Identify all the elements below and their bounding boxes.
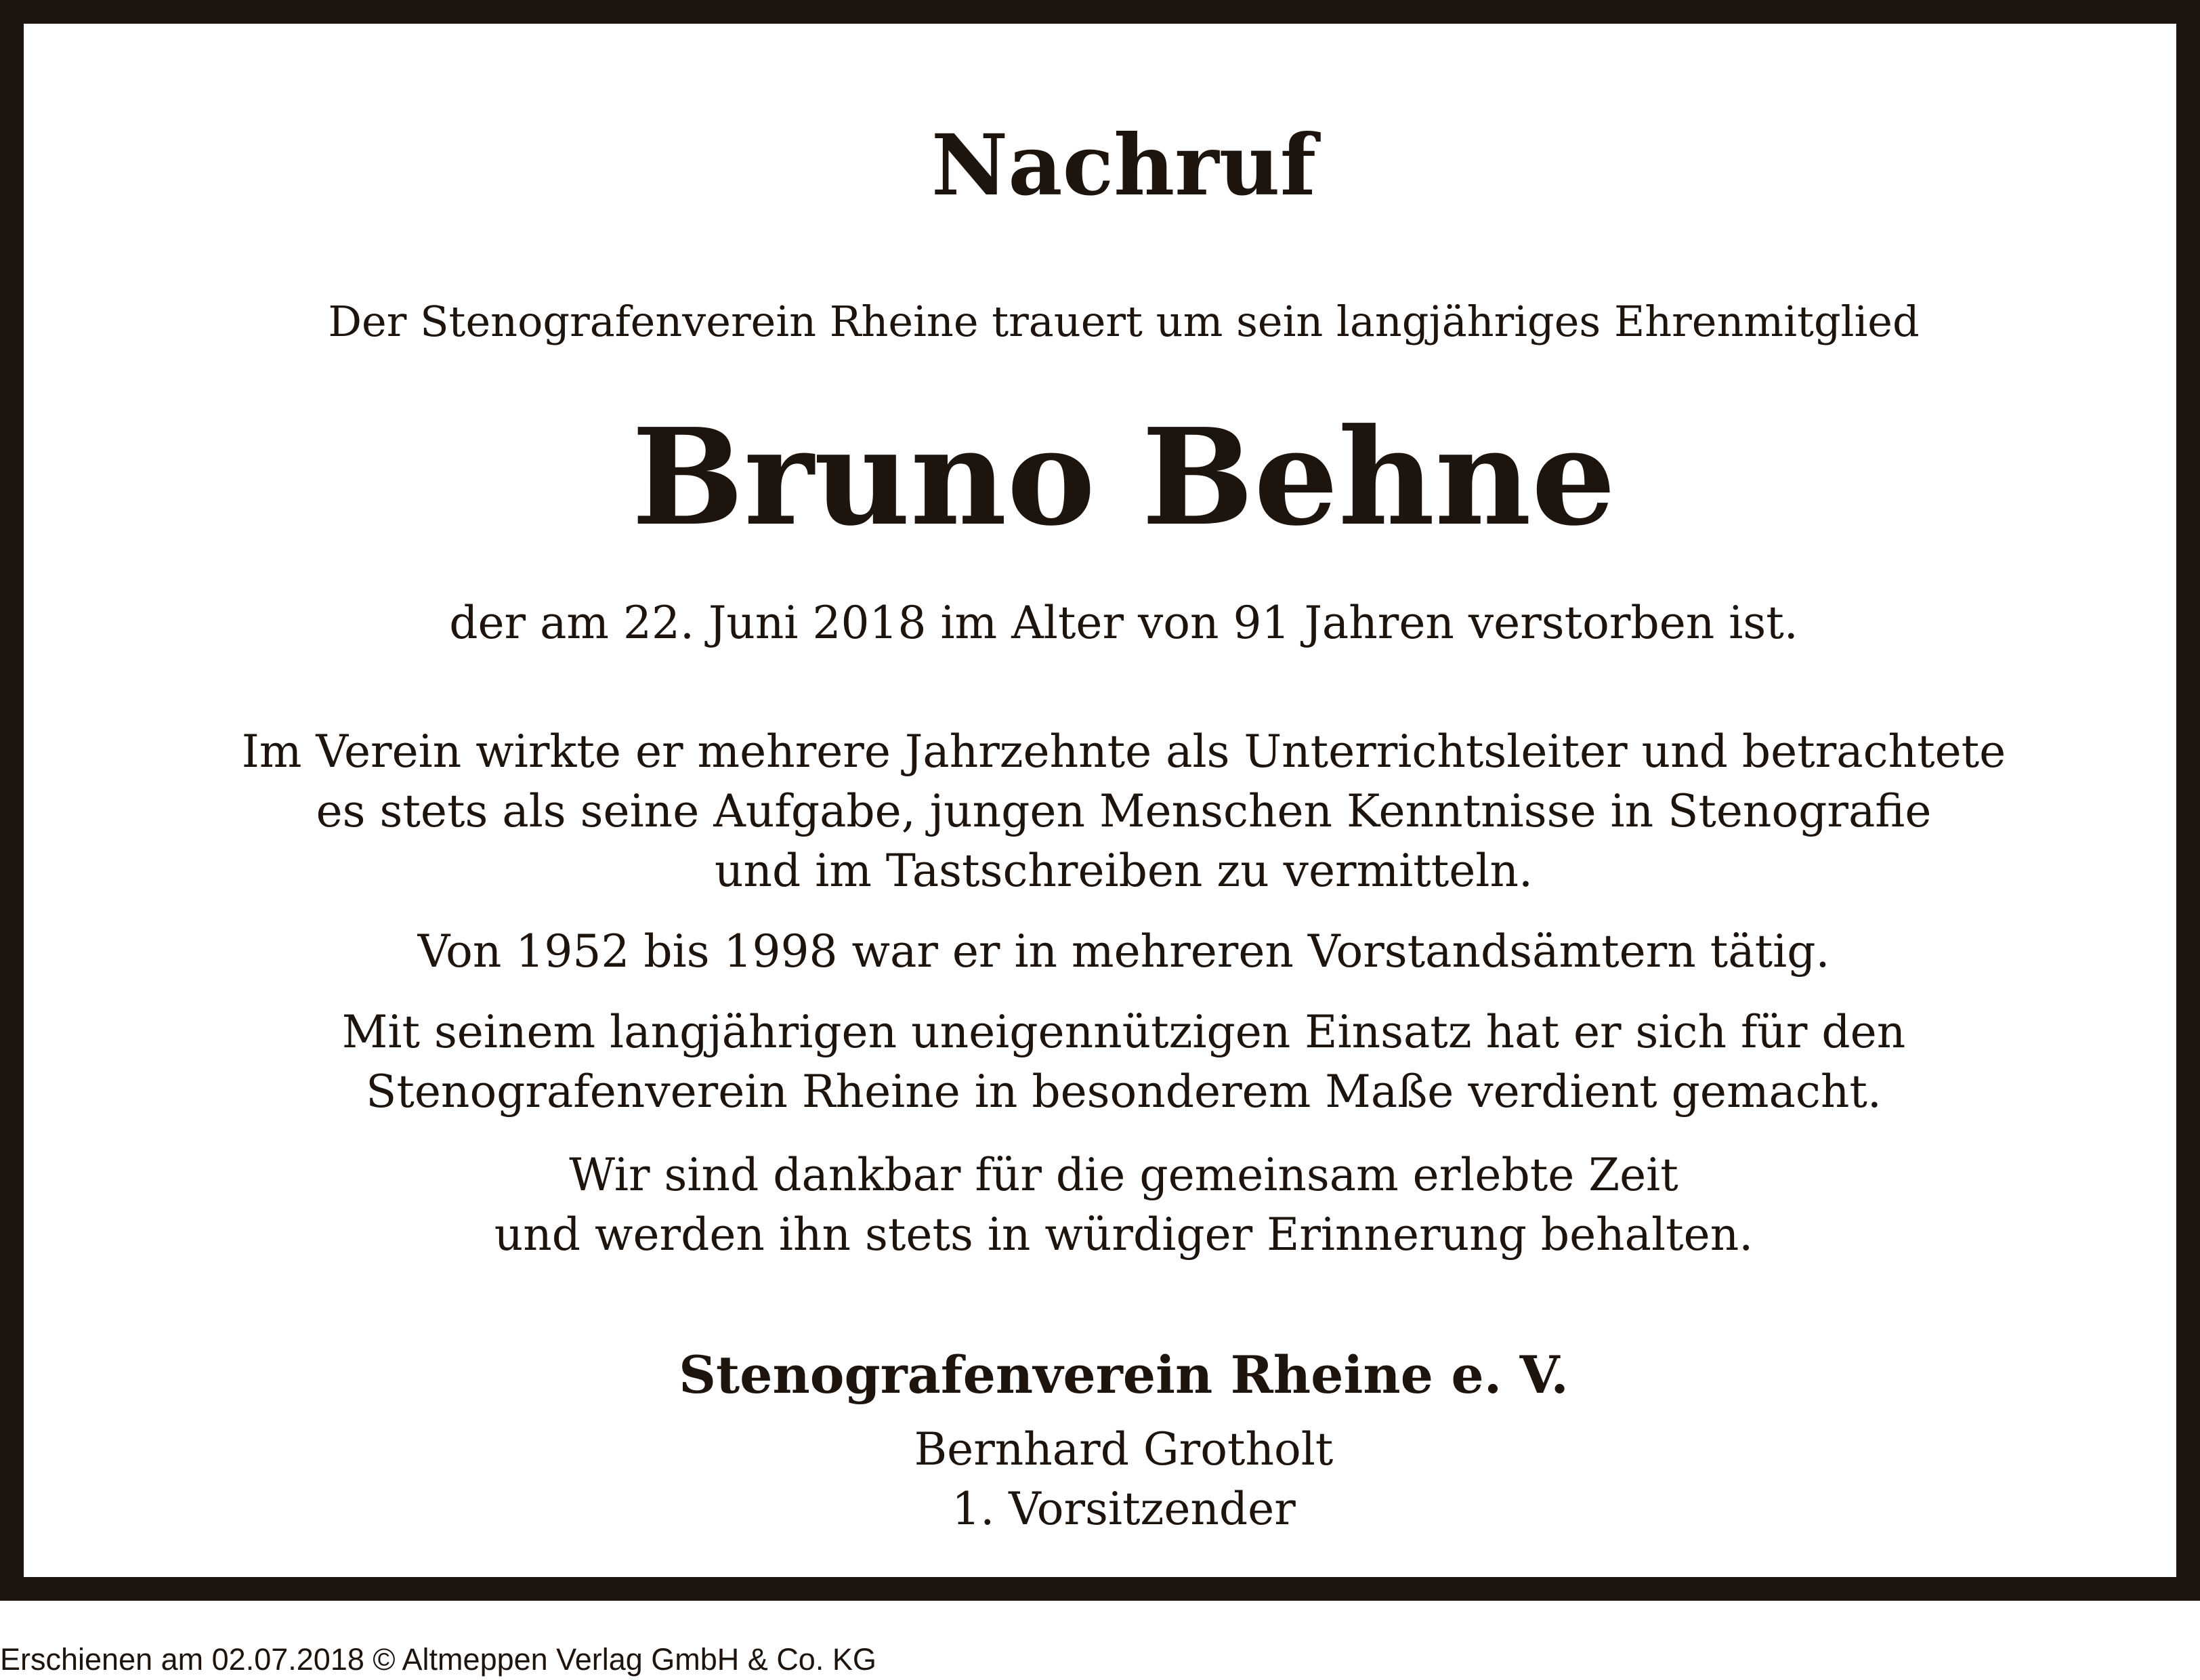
death-date-line: der am 22. Juni 2018 im Alter von 91 Jahren verstorben ist. [449, 597, 1798, 649]
signer-name: Bernhard Grotholt [914, 1423, 1334, 1475]
paragraph-1-line-1: Im Verein wirkte er mehrere Jahrzehnte als Unterrichtsleiter und betrachtete [241, 726, 2006, 778]
deceased-name: Bruno Behne [631, 400, 1616, 555]
intro-line: Der Stenografenverein Rheine trauert um sein langjähriges Ehrenmitglied [328, 297, 1920, 346]
paragraph-4-line-2: und werden ihn stets in würdiger Erinnerung behalten. [494, 1209, 1754, 1261]
paragraph-1-line-2: es stets als seine Aufgabe, jungen Menschen Kenntnisse in Stenografie [316, 785, 1932, 837]
paragraph-3-line-2: Stenografenverein Rheine in besonderem Maße verdient gemacht. [366, 1066, 1882, 1118]
publication-footer: Erschienen am 02.07.2018 © Altmeppen Verlag GmbH & Co. KG [0, 1642, 876, 1677]
notice-title: Nachruf [931, 117, 1317, 215]
paragraph-4-line-1: Wir sind dankbar für die gemeinsam erlebte Zeit [569, 1149, 1678, 1201]
signer-role: 1. Vorsitzender [952, 1483, 1296, 1535]
paragraph-2: Von 1952 bis 1998 war er in mehreren Vorstandsämtern tätig. [417, 925, 1830, 978]
organization-name: Stenografenverein Rheine e. V. [679, 1345, 1569, 1405]
paragraph-3-line-1: Mit seinem langjährigen uneigennützigen Einsatz hat er sich für den [341, 1006, 1906, 1058]
paragraph-1-line-3: und im Tastschreiben zu vermitteln. [715, 845, 1533, 897]
